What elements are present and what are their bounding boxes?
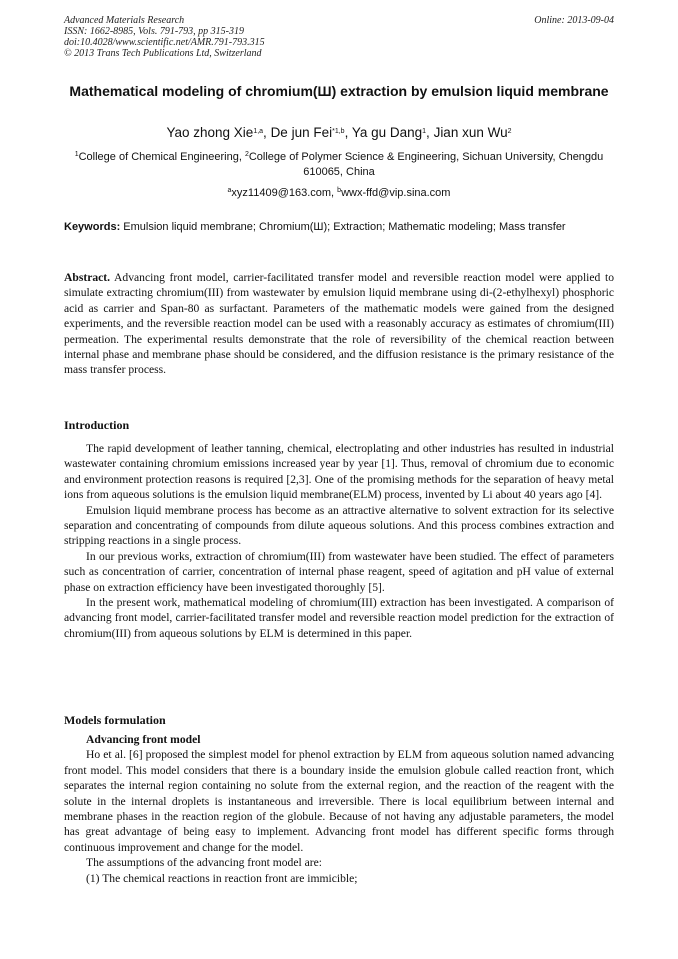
copyright-line: © 2013 Trans Tech Publications Ltd, Switzerland: [64, 48, 262, 59]
author-name: Jian xun Wu: [433, 125, 508, 140]
online-date: Online: 2013-09-04: [534, 15, 614, 26]
email-superscript: b: [337, 187, 342, 194]
assumption-item: (1) The chemical reactions in reaction front are immicible;: [86, 871, 358, 885]
author-superscript: 2: [507, 128, 512, 135]
paragraph: In our previous works, extraction of chromium(III) from wastewater have been studied. The effect of parameters such as concentration of carrier, concentration of internal phase reagent, speed of agitation and pH value of external phase on extraction efficiency have been investigated thoroughly [5].: [64, 549, 614, 594]
subsection-heading: Advancing front model: [86, 733, 201, 746]
author-separator: ,: [263, 125, 271, 140]
author-name: De jun Fei: [270, 125, 333, 140]
email-superscript: a: [227, 187, 232, 194]
paragraph: Ho et al. [6] proposed the simplest model for phenol extraction by ELM from aqueous solution named advancing front model. This model considers that there is a boundary inside the emulsion globule called reaction front, which separates the internal region containing no solute from the external region, and the reaction of the reagent with the solute in the internal droplets is instantaneous and irreversible. There is local equilibrium between internal and membrane phases in the reaction region of the globule. Because of not having any adjustable parameters, the model has great advantage of being easy to implement. Advancing front model has different specific forms through continuous improvement and change for the model.: [64, 748, 614, 854]
affiliation-superscript: 2: [244, 151, 249, 158]
author-name: Yao zhong Xie: [166, 125, 254, 140]
affiliations: [64, 150, 614, 180]
doi-line: doi:10.4028/www.scientific.net/AMR.791-793.315: [64, 37, 265, 48]
affiliation-superscript: 1: [74, 151, 79, 158]
email-link[interactable]: xyz11409@163.com,: [231, 187, 338, 199]
author-separator: ,: [344, 125, 352, 140]
abstract-label: Abstract.: [64, 271, 111, 284]
paper-title: Mathematical modeling of chromium(Ш) extraction by emulsion liquid membrane: [69, 83, 609, 99]
keywords-label: Keywords:: [64, 221, 121, 233]
keywords: [64, 220, 614, 234]
keywords-text: Emulsion liquid membrane; Chromium(Ш); Extraction; Mathematic modeling; Mass transfer: [120, 221, 566, 233]
author-name: Ya gu Dang: [351, 125, 423, 140]
author-separator: ,: [426, 125, 434, 140]
author-superscript: 1,a: [253, 128, 264, 135]
affiliation-2: College of Polymer Science & Engineering, Sichuan University, Chengdu 610065, China: [248, 151, 604, 178]
paragraph: Emulsion liquid membrane process has become as an attractive alternative to solvent extraction for its selective separation and concentrating of compounds from dilute aqueous solutions. And this process combines extraction and stripping reactions in a single process.: [64, 503, 614, 548]
journal-header: [64, 15, 614, 59]
affiliation-1: College of Chemical Engineering,: [78, 151, 245, 163]
section-heading-introduction: Introduction: [64, 418, 130, 432]
paragraph: In the present work, mathematical modeling of chromium(III) extraction has been investigated. A comparison of advancing front model, carrier-facilitated transfer model and reversible reaction model prediction for the extraction of chromium(III) from aqueous solutions by ELM is determined in this paper.: [64, 596, 614, 640]
introduction-body: [64, 441, 614, 641]
abstract: [64, 270, 614, 378]
author-superscript: 1: [422, 128, 427, 135]
paragraph: The rapid development of leather tanning, chemical, electroplating and other industries has resulted in industrial wastewater containing chromium emissions increased year by year [1]. Thus, removal of chromium due to economic and environment protection reasons is required [2,3]. One of the promising methods for the separation of heavy metal ions from aqueous solutions is the emulsion liquid membrane(ELM) process, invented by Li about 40 years ago [4].: [64, 442, 614, 502]
author-list: [64, 124, 614, 141]
models-body: [64, 732, 614, 886]
abstract-text: Advancing front model, carrier-facilitated transfer model and reversible reaction model were applied to simulate extracting chromium(III) from wastewater by emulsion liquid membrane using di-(2-ethylhexyl) phosphoric acid as carrier and Span-80 as surfactant. Parameters of the mathematic models were gained from the designed experiments, and the reversible reaction model can be used with a reasonably accuracy as estimates of chromium(III) permeation. The experimental results demonstrate that the role of reversibility of the chemical reaction between internal phase and membrane phase should be considered, and the diffusion resistance is the primary resistance of the mass transfer process.: [64, 271, 614, 377]
email-link[interactable]: wwx-ffd@vip.sina.com: [341, 187, 451, 199]
issn-line: ISSN: 1662-8985, Vols. 791-793, pp 315-319: [64, 26, 244, 37]
section-heading-models: Models formulation: [64, 713, 166, 727]
assumptions-intro: The assumptions of the advancing front model are:: [86, 856, 322, 870]
author-emails: [64, 186, 614, 200]
journal-name: Advanced Materials Research: [64, 15, 185, 26]
author-superscript: *1,b: [332, 128, 345, 135]
